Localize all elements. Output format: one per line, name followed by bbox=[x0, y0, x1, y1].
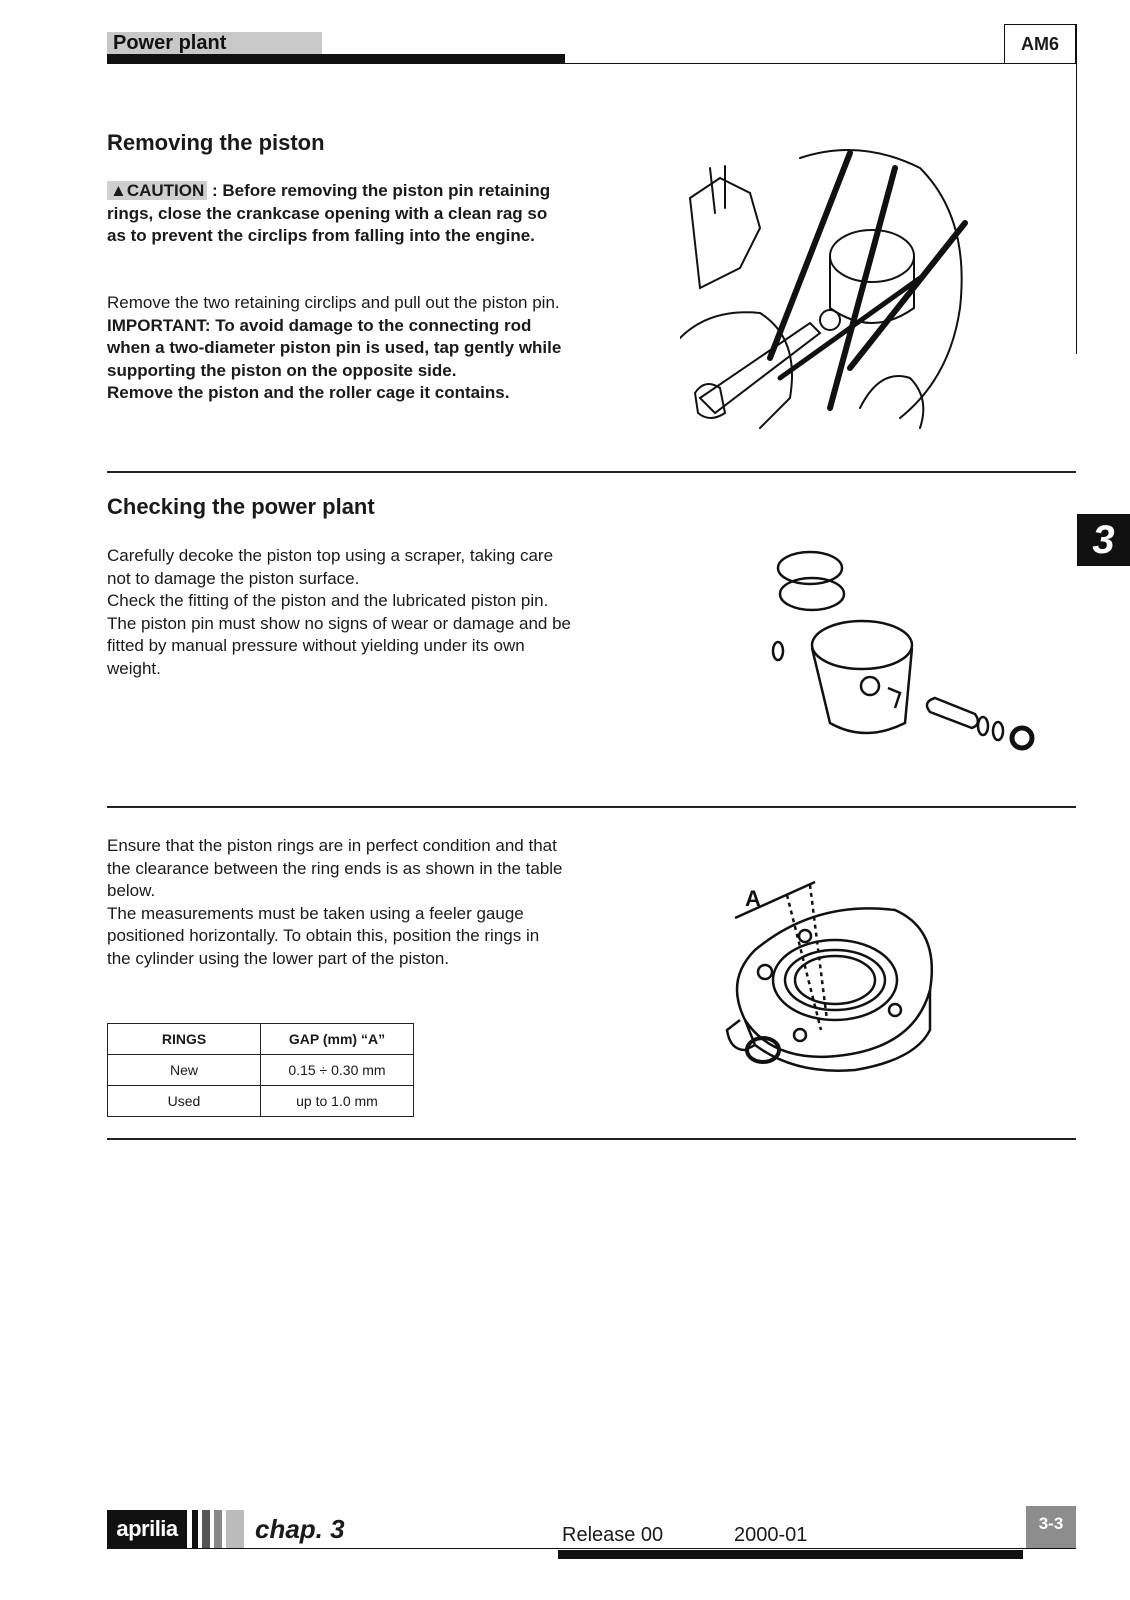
footer-stripe bbox=[192, 1510, 198, 1548]
section-divider-2 bbox=[107, 806, 1076, 808]
table-row bbox=[108, 1086, 414, 1117]
section-divider-1 bbox=[107, 471, 1076, 473]
caution-label: ▲CAUTION bbox=[107, 181, 207, 200]
table-cell: up to 1.0 mm bbox=[261, 1086, 414, 1117]
rings-para-1: Ensure that the piston rings are in perfect condition and that the clearance between the ring ends is as shown in the table below. bbox=[107, 836, 563, 900]
important-note: IMPORTANT: To avoid damage to the connecting rod when a two-diameter piston pin is used, tap gently while supporting the piston on the opposite side. bbox=[107, 315, 562, 380]
rings-para-2: The measurements must be taken using a feeler gauge positioned horizontally. To obtain this, position the rings in the cylinder using the lower part of the piston. bbox=[107, 903, 540, 968]
removing-step-2: Remove the piston and the roller cage it contains. bbox=[107, 383, 510, 402]
table-header-row bbox=[108, 1024, 414, 1055]
caution-block bbox=[107, 180, 567, 248]
table-cell: Used bbox=[108, 1086, 261, 1117]
removing-step-1: Remove the two retaining circlips and pull out the piston pin. bbox=[107, 293, 560, 312]
footer-rule bbox=[107, 1548, 1076, 1549]
header-section-title: Power plant bbox=[113, 32, 227, 54]
header-rule bbox=[565, 63, 1076, 64]
footer-release: Release 00 bbox=[562, 1524, 664, 1546]
removing-steps bbox=[107, 292, 567, 405]
rings-text bbox=[107, 835, 567, 970]
caution-text: : Before removing the piston pin retaining rings, close the crankcase opening with a clean rag so as to prevent the circlips from falling into the engine. bbox=[107, 181, 551, 245]
aprilia-logo: aprilia bbox=[107, 1510, 187, 1548]
table-cell: 0.15 ÷ 0.30 mm bbox=[261, 1055, 414, 1086]
footer-chapter: chap. 3 bbox=[255, 1514, 345, 1544]
removing-title: Removing the piston bbox=[107, 130, 325, 155]
figure-label-a: A bbox=[745, 886, 761, 911]
table-row bbox=[108, 1055, 414, 1086]
footer-date: 2000-01 bbox=[734, 1524, 808, 1546]
piston-removal-illustration bbox=[680, 138, 980, 430]
header-model: AM6 bbox=[1004, 24, 1076, 64]
footer-stripe bbox=[202, 1510, 210, 1548]
header-bar bbox=[107, 54, 565, 64]
piston-exploded-illustration bbox=[770, 538, 1040, 768]
checking-text bbox=[107, 545, 577, 680]
chapter-tab: 3 bbox=[1077, 514, 1130, 566]
checking-title: Checking the power plant bbox=[107, 494, 375, 519]
table-header: GAP (mm) “A” bbox=[261, 1024, 414, 1055]
checking-para-1: Carefully decoke the piston top using a scraper, taking care not to damage the piston surface. bbox=[107, 546, 554, 588]
page-number: 3-3 bbox=[1026, 1506, 1076, 1548]
footer-stripe bbox=[214, 1510, 222, 1548]
ring-gap-table bbox=[107, 1023, 414, 1117]
header-vertical-rule bbox=[1076, 24, 1077, 354]
checking-para-2: Check the fitting of the piston and the lubricated piston pin. The piston pin must show no signs of wear or damage and be fitted by manual pressure without yielding under its own weight. bbox=[107, 591, 571, 678]
table-header: RINGS bbox=[108, 1024, 261, 1055]
table-cell: New bbox=[108, 1055, 261, 1086]
footer-stripe bbox=[226, 1510, 244, 1548]
cylinder-ring-gap-illustration bbox=[725, 870, 950, 1080]
section-divider-3 bbox=[107, 1138, 1076, 1140]
footer-bar bbox=[558, 1550, 1023, 1559]
